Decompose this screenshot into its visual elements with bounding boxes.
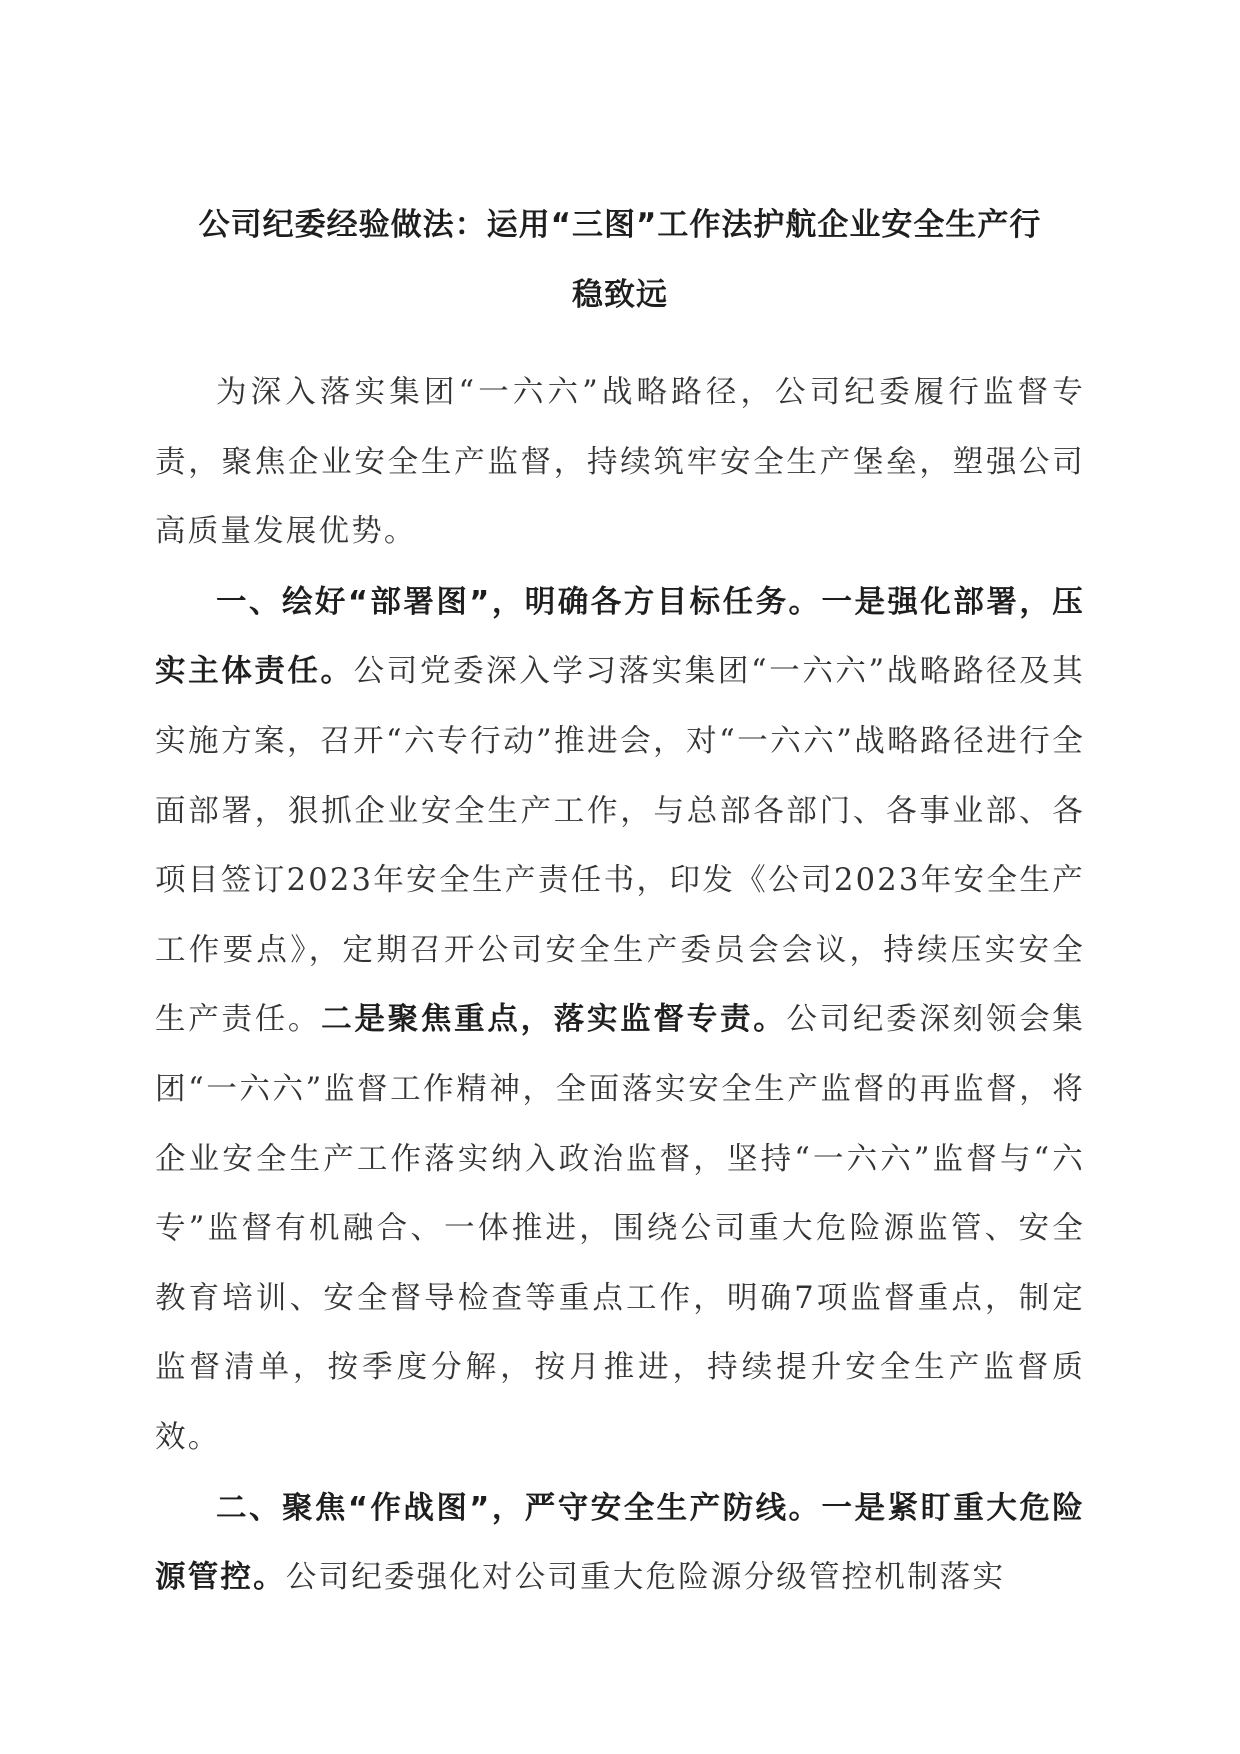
title-line-2: 稳致远	[572, 277, 668, 313]
section-2-heading: 二、聚焦“作战图”，严守安全生产防线。	[216, 1490, 822, 1526]
section-2-paragraph	[155, 1474, 1085, 1613]
section-2-point-1-heading: 一是紧盯重大危险源管控。	[155, 1490, 1085, 1596]
document-body	[155, 358, 1085, 1613]
section-2-point-1-text: 公司纪委强化对公司重大危险源分级管控机制落实	[285, 1560, 1006, 1596]
section-1-point-1-heading: 一是强化部署，压实主体责任。	[155, 584, 1085, 690]
document-title	[155, 190, 1085, 330]
section-1-paragraph	[155, 568, 1085, 1473]
section-1-heading: 一、绘好“部署图”，明确各方目标任务。	[216, 584, 822, 620]
section-1-point-1-text: 公司党委深入学习落实集团“一六六”战略路径及其实施方案，召开“六专行动”推进会，对“一六六”战略路径进行全面部署，狠抓企业安全生产工作，与总部各部门、各事业部、各项目签订2023年安全生产责任书，印发《公司2023年安全生产工作要点》，定期召开公司安全生产委员会会议，持续压实安全生产责任。	[155, 654, 1085, 1038]
section-1-point-2-text: 公司纪委深刻领会集团“一六六”监督工作精神，全面落实安全生产监督的再监督，将企业安全生产工作落实纳入政治监督，坚持“一六六”监督与“六专”监督有机融合、一体推进，围绕公司重大危险源监管、安全教育培训、安全督导检查等重点工作，明确7项监督重点，制定监督清单，按季度分解，按月推进，持续提升安全生产监督质效。	[155, 1002, 1085, 1455]
title-line-1: 公司纪委经验做法：运用“三图”工作法护航企业安全生产行	[198, 207, 1042, 243]
intro-paragraph	[155, 358, 1085, 567]
section-1-point-2-heading: 二是聚焦重点，落实监督专责。	[321, 1002, 787, 1038]
intro-text: 为深入落实集团“一六六”战略路径，公司纪委履行监督专责，聚焦企业安全生产监督，持续筑牢安全生产堡垒，塑强公司高质量发展优势。	[155, 375, 1085, 550]
